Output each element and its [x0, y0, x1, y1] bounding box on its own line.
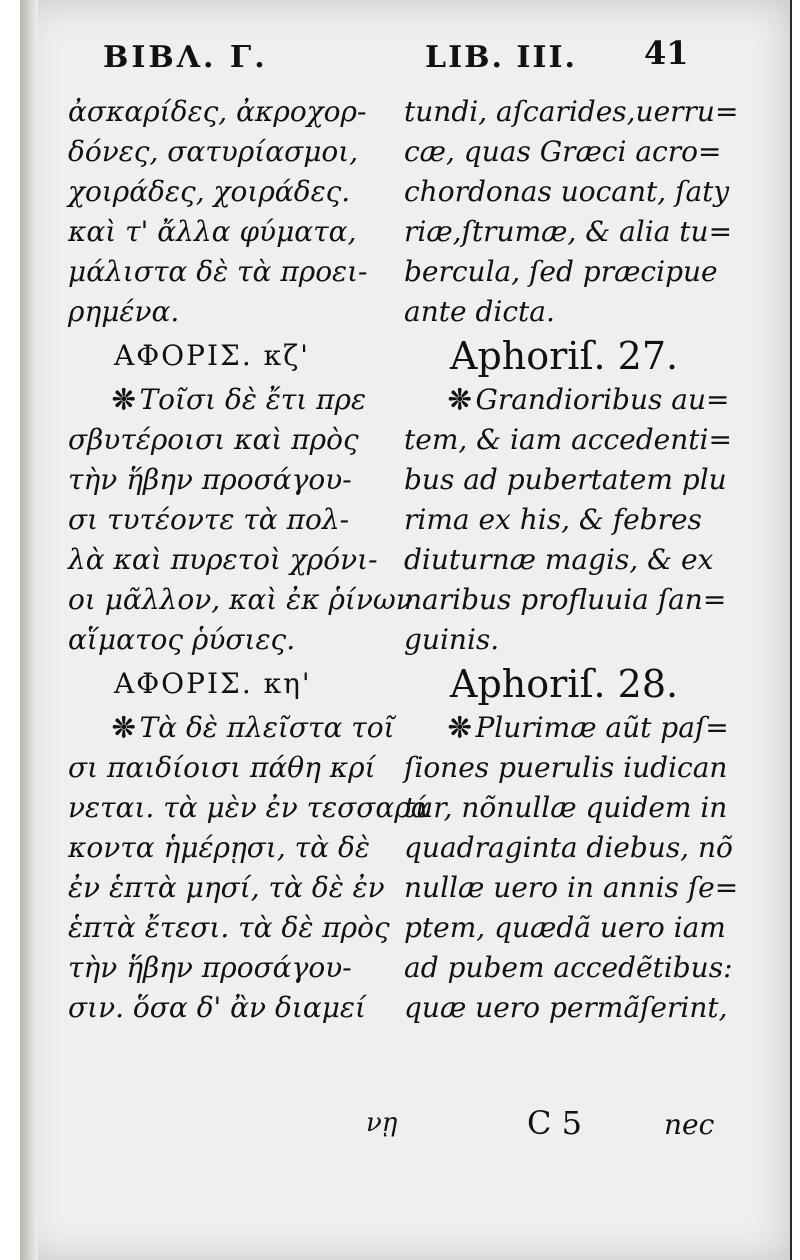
- greek-line: τὴν ἥβην προσάγου-: [68, 463, 352, 496]
- asterisk-mark-icon: ❊: [112, 711, 136, 744]
- latin-line: tem, & iam accedenti=: [404, 423, 732, 456]
- latin-aphorism-27-heading: Aphoriſ. 27.: [450, 334, 679, 378]
- latin-line: nullæ uero in annis ſe=: [404, 871, 739, 904]
- greek-line: σι παιδίοισι πάθη κρί: [68, 751, 376, 784]
- latin-line: quadraginta diebus, nõ: [404, 831, 733, 864]
- page-footer: [20, 1102, 790, 1152]
- latin-line: guinis.: [404, 623, 500, 656]
- greek-line: ἀσκαρίδες, ἀκροχορ-: [68, 95, 367, 128]
- greek-line: ἐν ἑπτὰ μησί, τὰ δὲ ἐν: [68, 871, 385, 904]
- page-gutter-shadow: [20, 0, 38, 1260]
- greek-line: [68, 708, 398, 748]
- greek-line: κοντα ἡμέρῃσι, τὰ δὲ: [68, 831, 370, 864]
- latin-line: tur, nõnullæ quidem in: [404, 791, 728, 824]
- latin-line: rima ex his, & febres: [404, 503, 702, 536]
- greek-line-text: Τοῖσι δὲ ἔτι πρε: [139, 383, 367, 416]
- latin-line: quæ uero permãſerint,: [404, 991, 728, 1024]
- asterisk-mark-icon: ❊: [448, 383, 472, 416]
- book-page: [20, 0, 792, 1260]
- greek-line-text: Τὰ δὲ πλεῖστα τοῖ: [139, 711, 395, 744]
- greek-line: ρημένα.: [68, 295, 180, 328]
- latin-catchword: nec: [664, 1108, 715, 1141]
- greek-line: σιν. ὅσα δ' ἂν διαμεί: [68, 991, 366, 1024]
- greek-line: μάλιστα δὲ τὰ προει-: [68, 255, 368, 288]
- latin-line-text: Plurimæ aũt paſ=: [475, 711, 729, 744]
- header-greek-book: BIBΛ. Γ.: [103, 40, 268, 75]
- latin-line: bus ad pubertatem plu: [404, 463, 727, 496]
- latin-line: bercula, ſed præcipue: [404, 255, 718, 288]
- greek-line: νεται. τὰ μὲν ἐν τεσσαρά: [68, 791, 430, 824]
- latin-line: tundi, aſcarides,uerru=: [404, 95, 739, 128]
- latin-column: [404, 92, 754, 1028]
- asterisk-mark-icon: ❊: [112, 383, 136, 416]
- running-header: [20, 34, 790, 84]
- latin-line: ante dicta.: [404, 295, 555, 328]
- page-number: 41: [644, 34, 689, 72]
- latin-line: diuturnæ magis, & ex: [404, 543, 714, 576]
- latin-line: ptem, quædã uero iam: [404, 911, 726, 944]
- greek-line: αἵματος ῥύσιες.: [68, 623, 296, 656]
- greek-aphorism-27-heading: ΑΦΟΡΙΣ. κζ': [114, 339, 311, 372]
- latin-aphorism-28-heading: Aphoriſ. 28.: [450, 662, 679, 706]
- latin-line-text: Grandioribus au=: [475, 383, 730, 416]
- latin-line: riæ,ſtrumæ, & alia tu=: [404, 215, 733, 248]
- greek-line: οι μᾶλλον, καὶ ἐκ ῥίνων: [68, 583, 413, 616]
- signature-mark: C 5: [527, 1104, 583, 1142]
- greek-line: [68, 380, 398, 420]
- latin-line: chordonas uocant, ſaty: [404, 175, 730, 208]
- latin-line: ſiones puerulis iudican: [404, 751, 728, 784]
- greek-line: καὶ τ' ἄλλα φύματα,: [68, 215, 357, 248]
- greek-column: [68, 92, 430, 1028]
- greek-line: σβυτέροισι καὶ πρὸς: [68, 423, 359, 456]
- greek-line: χοιράδες, χοιράδες.: [68, 175, 351, 208]
- latin-line: ad pubem accedẽtibus:: [404, 951, 733, 984]
- greek-line: σι τυτέοντε τὰ πολ-: [68, 503, 350, 536]
- latin-line: cæ, quas Græci acro=: [404, 135, 722, 168]
- greek-line: δόνες, σατυρίασμοι,: [68, 135, 359, 168]
- latin-line: naribus profluuia ſan=: [404, 583, 727, 616]
- greek-line: ἑπτὰ ἔτεσι. τὰ δὲ πρὸς: [68, 911, 390, 944]
- latin-line: [404, 708, 754, 748]
- greek-catchword: νῃ: [366, 1108, 398, 1138]
- header-latin-book: LIB. III.: [425, 40, 577, 75]
- latin-line: [404, 380, 754, 420]
- asterisk-mark-icon: ❊: [448, 711, 472, 744]
- greek-line: λὰ καὶ πυρετοὶ χρόνι-: [68, 543, 378, 576]
- greek-line: τὴν ἥβην προσάγου-: [68, 951, 352, 984]
- greek-aphorism-28-heading: ΑΦΟΡΙΣ. κη': [114, 667, 312, 700]
